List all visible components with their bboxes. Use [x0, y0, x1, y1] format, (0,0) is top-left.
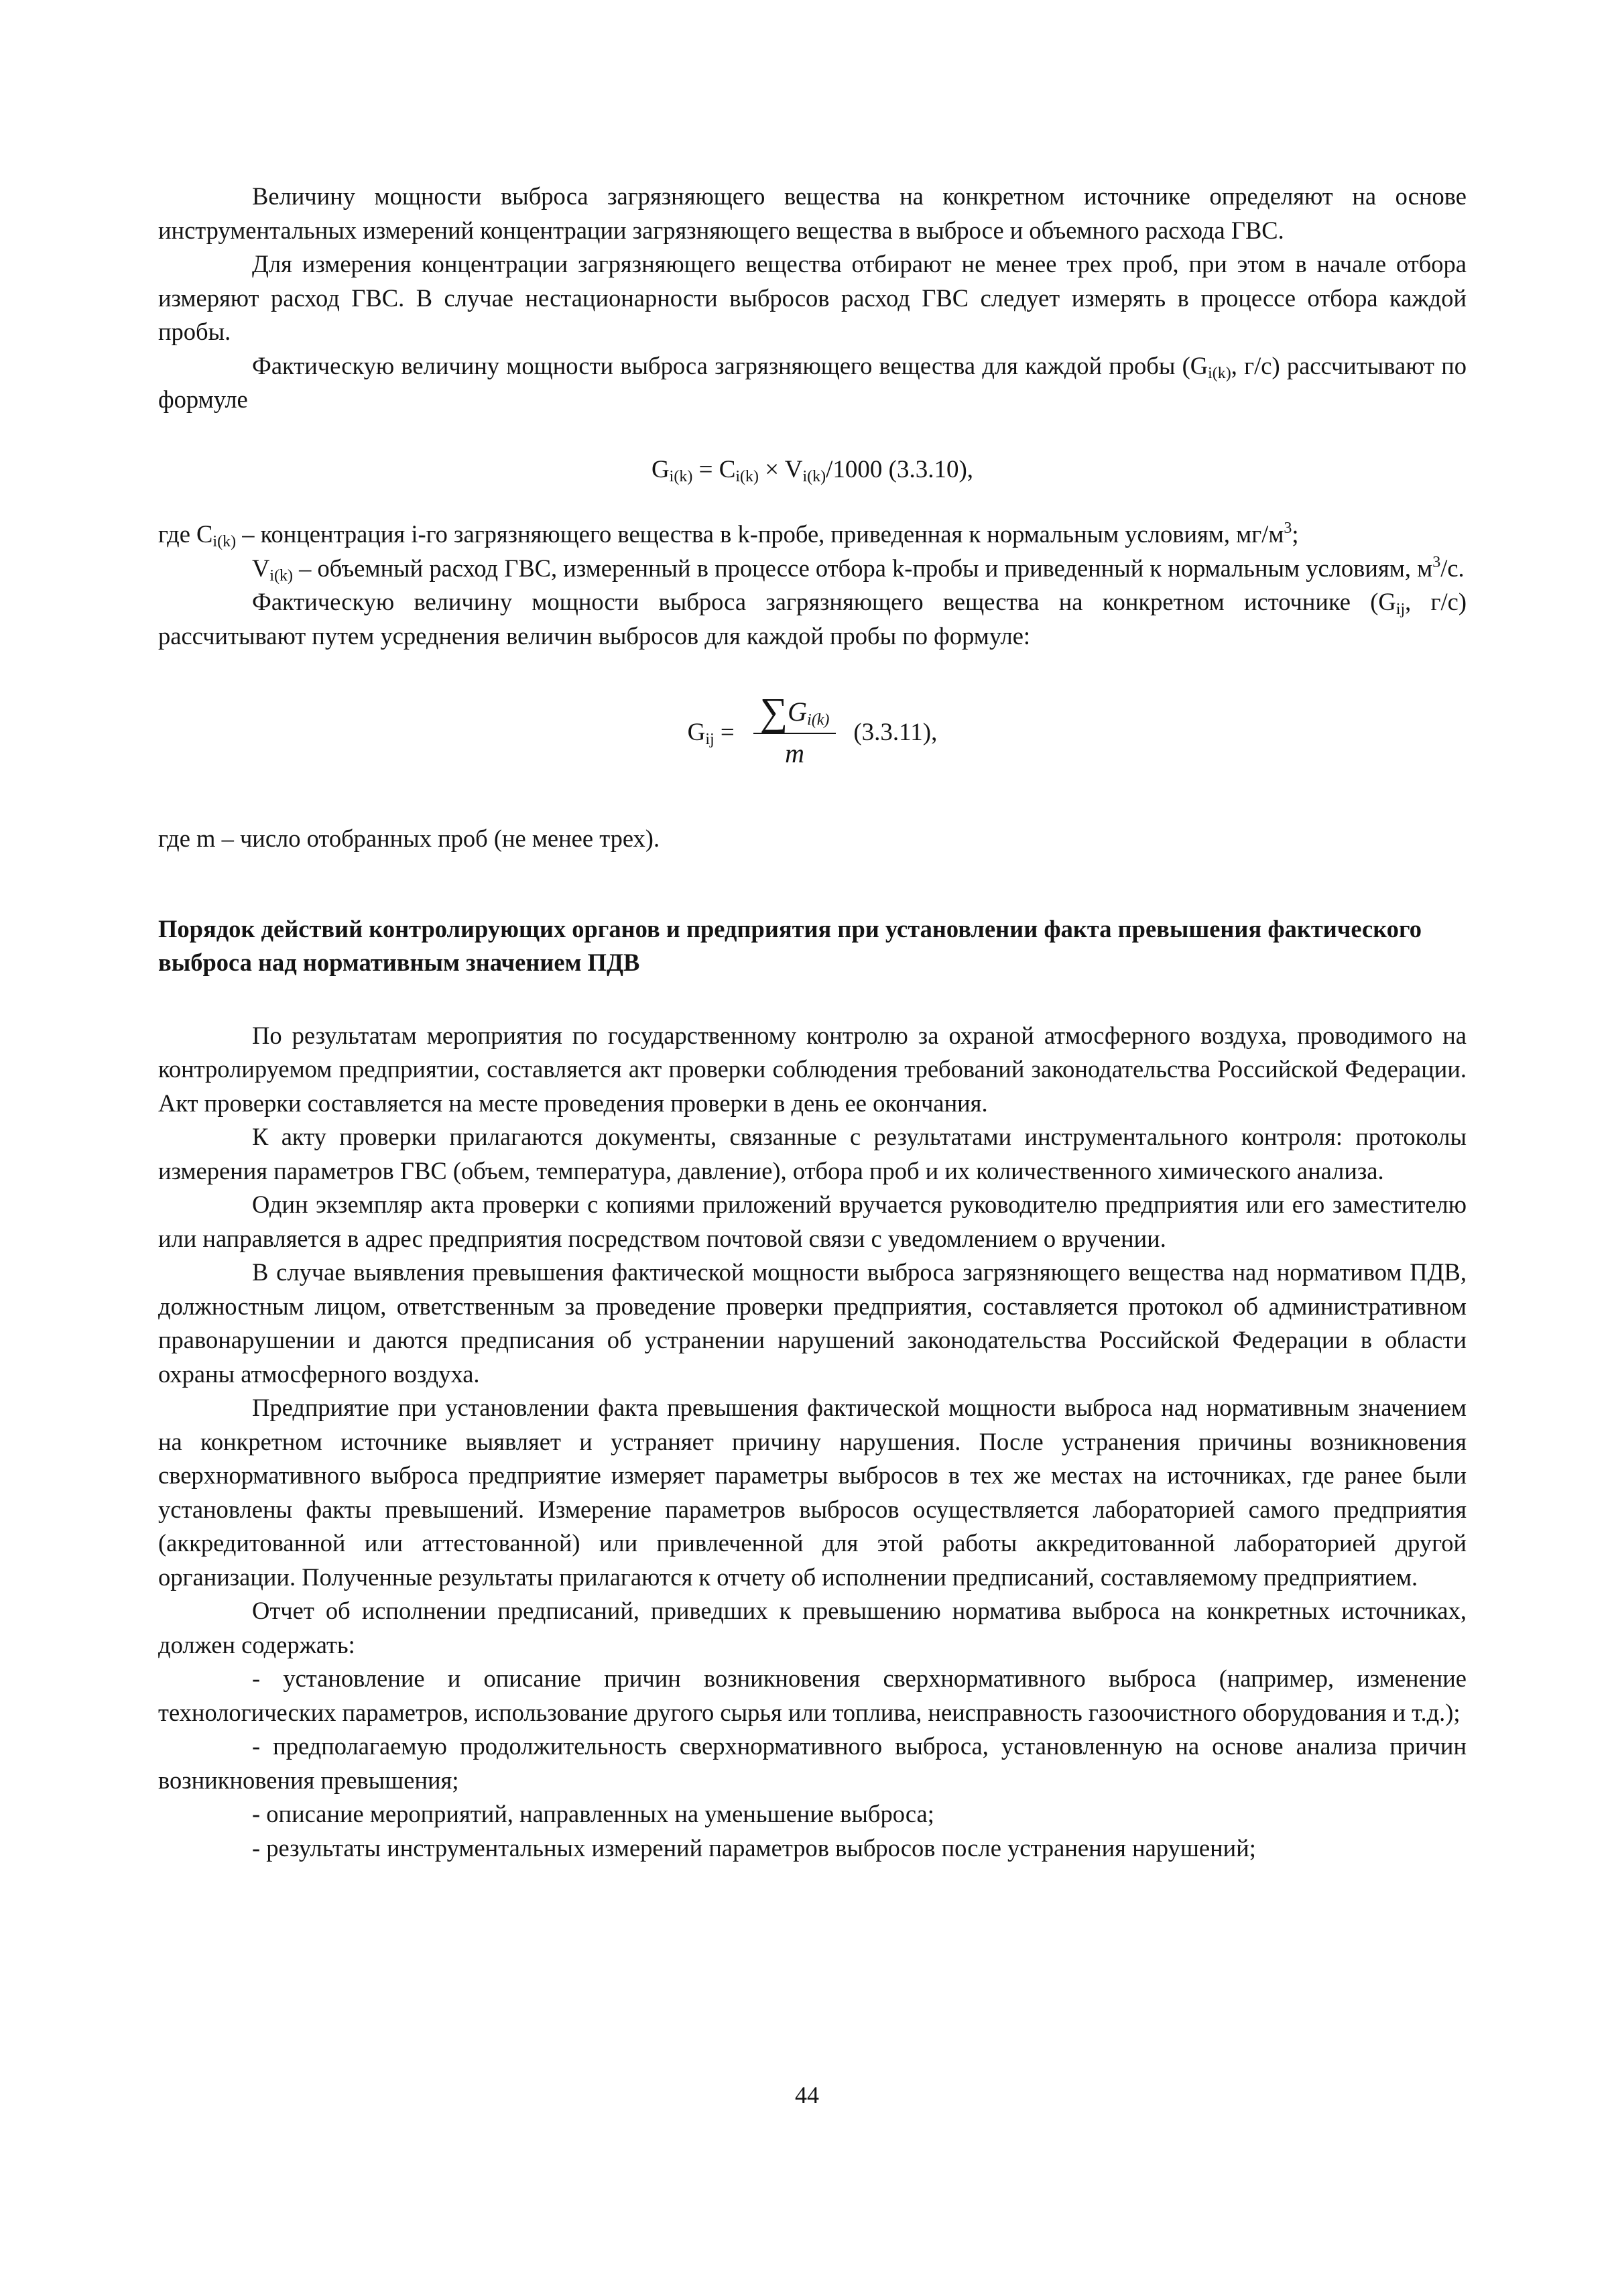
formula-legend-v: $V_{i(k)}$ – объемный расход ГВС, измеренный в процессе отбора k-пробы и приведенный к нормальным условиям, $м^3/с$.: [252, 553, 1465, 585]
fraction-numerator: $\sum G_{i(k)}$: [759, 689, 830, 733]
equation-number: (3.3.11),: [853, 718, 938, 746]
fraction-denominator: m: [785, 738, 805, 768]
formula-legend-m: где m – число отобранных проб (не менее трех).: [158, 825, 660, 852]
paragraph: Для измерения концентрации загрязняющего вещества отбирают не менее трех проб, при этом в начале отбора измеряют расход ГВС. В случае нестационарности выбросов расход ГВС следует измерять в процессе отбора каждой пробы.: [158, 250, 1467, 345]
list-item: - описание мероприятий, направленных на уменьшение выброса;: [252, 1800, 934, 1827]
formula-3-3-11: [158, 676, 1467, 790]
paragraph: Величину мощности выброса загрязняющего вещества на конкретном источнике определяют на основе инструментальных измерений концентрации загрязняющего вещества в выбросе и объемного расхода ГВС.: [158, 182, 1467, 244]
list-item: - предполагаемую продолжительность сверхнормативного выброса, установленную на основе анализа причин возникновения превышения;: [158, 1732, 1467, 1794]
fraction: [753, 689, 836, 771]
page-number: 44: [795, 2081, 819, 2108]
paragraph: По результатам мероприятия по государственному контролю за охраной атмосферного воздуха, проводимого на контролируемом предприятии, составляется акт проверки соблюдения требований законодательства Российской Федерации. Акт проверки составляется на месте проведения проверки в день ее окончания.: [158, 1021, 1467, 1117]
list-item: - результаты инструментальных измерений параметров выбросов после устранения нарушений;: [252, 1833, 1256, 1862]
list-item: - установление и описание причин возникновения сверхнормативного выброса (например, изменение технологических параметров, использование другого сырья или топлива, неисправность газоочистного оборудования и т.д.);: [158, 1665, 1467, 1726]
paragraph: Предприятие при установлении факта превышения фактической мощности выброса над нормативным значением на конкретном источнике выявляет и устраняет причину нарушения. После устранения причины возникновения сверхнормативного выброса предприятие измеряет параметры выбросов в тех же местах на источниках, где ранее были установлены факты превышений. Измерение параметров выбросов осуществляется лабораторией самого предприятия (аккредитованной или аттестованной) или привлеченной для этой работы аккредитованной лабораторией другой организации. Полученные результаты прилагаются к отчету об исполнении предписаний, составляемому предприятием.: [158, 1394, 1467, 1591]
formula-lhs: $G_{ij}$ =: [687, 718, 735, 748]
formula-3-3-10: $G_{i(k)} = C_{i(k)} \times V_{i(k)}/1000$ (3.3.10),: [651, 455, 974, 485]
paragraph: Один экземпляр акта проверки с копиями приложений вручается руководителю предприятия или его заместителю или направляется в адрес предприятия посредством почтовой связи с уведомлением о вручении.: [158, 1191, 1467, 1252]
page-body: [158, 180, 1467, 1865]
paragraph: Фактическую величину мощности выброса загрязняющего вещества для каждой пробы ($G_{i(k)}$, г/с) рассчитывают по формуле: [158, 351, 1467, 413]
formula-legend-c: где $C_{i(k)}$ – концентрация i-го загрязняющего вещества в k-пробе, приведенная к нормальным условиям, $мг/м^3$;: [158, 520, 1299, 550]
paragraph: К акту проверки прилагаются документы, связанные с результатами инструментального контроля: протоколы измерения параметров ГВС (объем, температура, давление), отбора проб и их количественного химического анализа.: [158, 1123, 1467, 1185]
paragraph: Отчет об исполнении предписаний, приведших к превышению норматива выброса на конкретных источниках, должен содержать:: [158, 1597, 1467, 1658]
paragraph: В случае выявления превышения фактической мощности выброса загрязняющего вещества над нормативом ПДВ, должностным лицом, ответственным за проведение проверки предприятия, составляется протокол об административном правонарушении и даются предписания об устранении нарушений законодательства Российской Федерации в области охраны атмосферного воздуха.: [158, 1258, 1467, 1388]
paragraph: Фактическую величину мощности выброса загрязняющего вещества на конкретном источнике ($G_{ij}$, г/с) рассчитывают путем усреднения величин выбросов для каждой пробы по формуле:: [158, 588, 1467, 650]
section-heading: Порядок действий контролирующих органов и предприятия при установлении факта превышения фактического выброса над нормативным значением ПДВ: [158, 914, 1422, 976]
